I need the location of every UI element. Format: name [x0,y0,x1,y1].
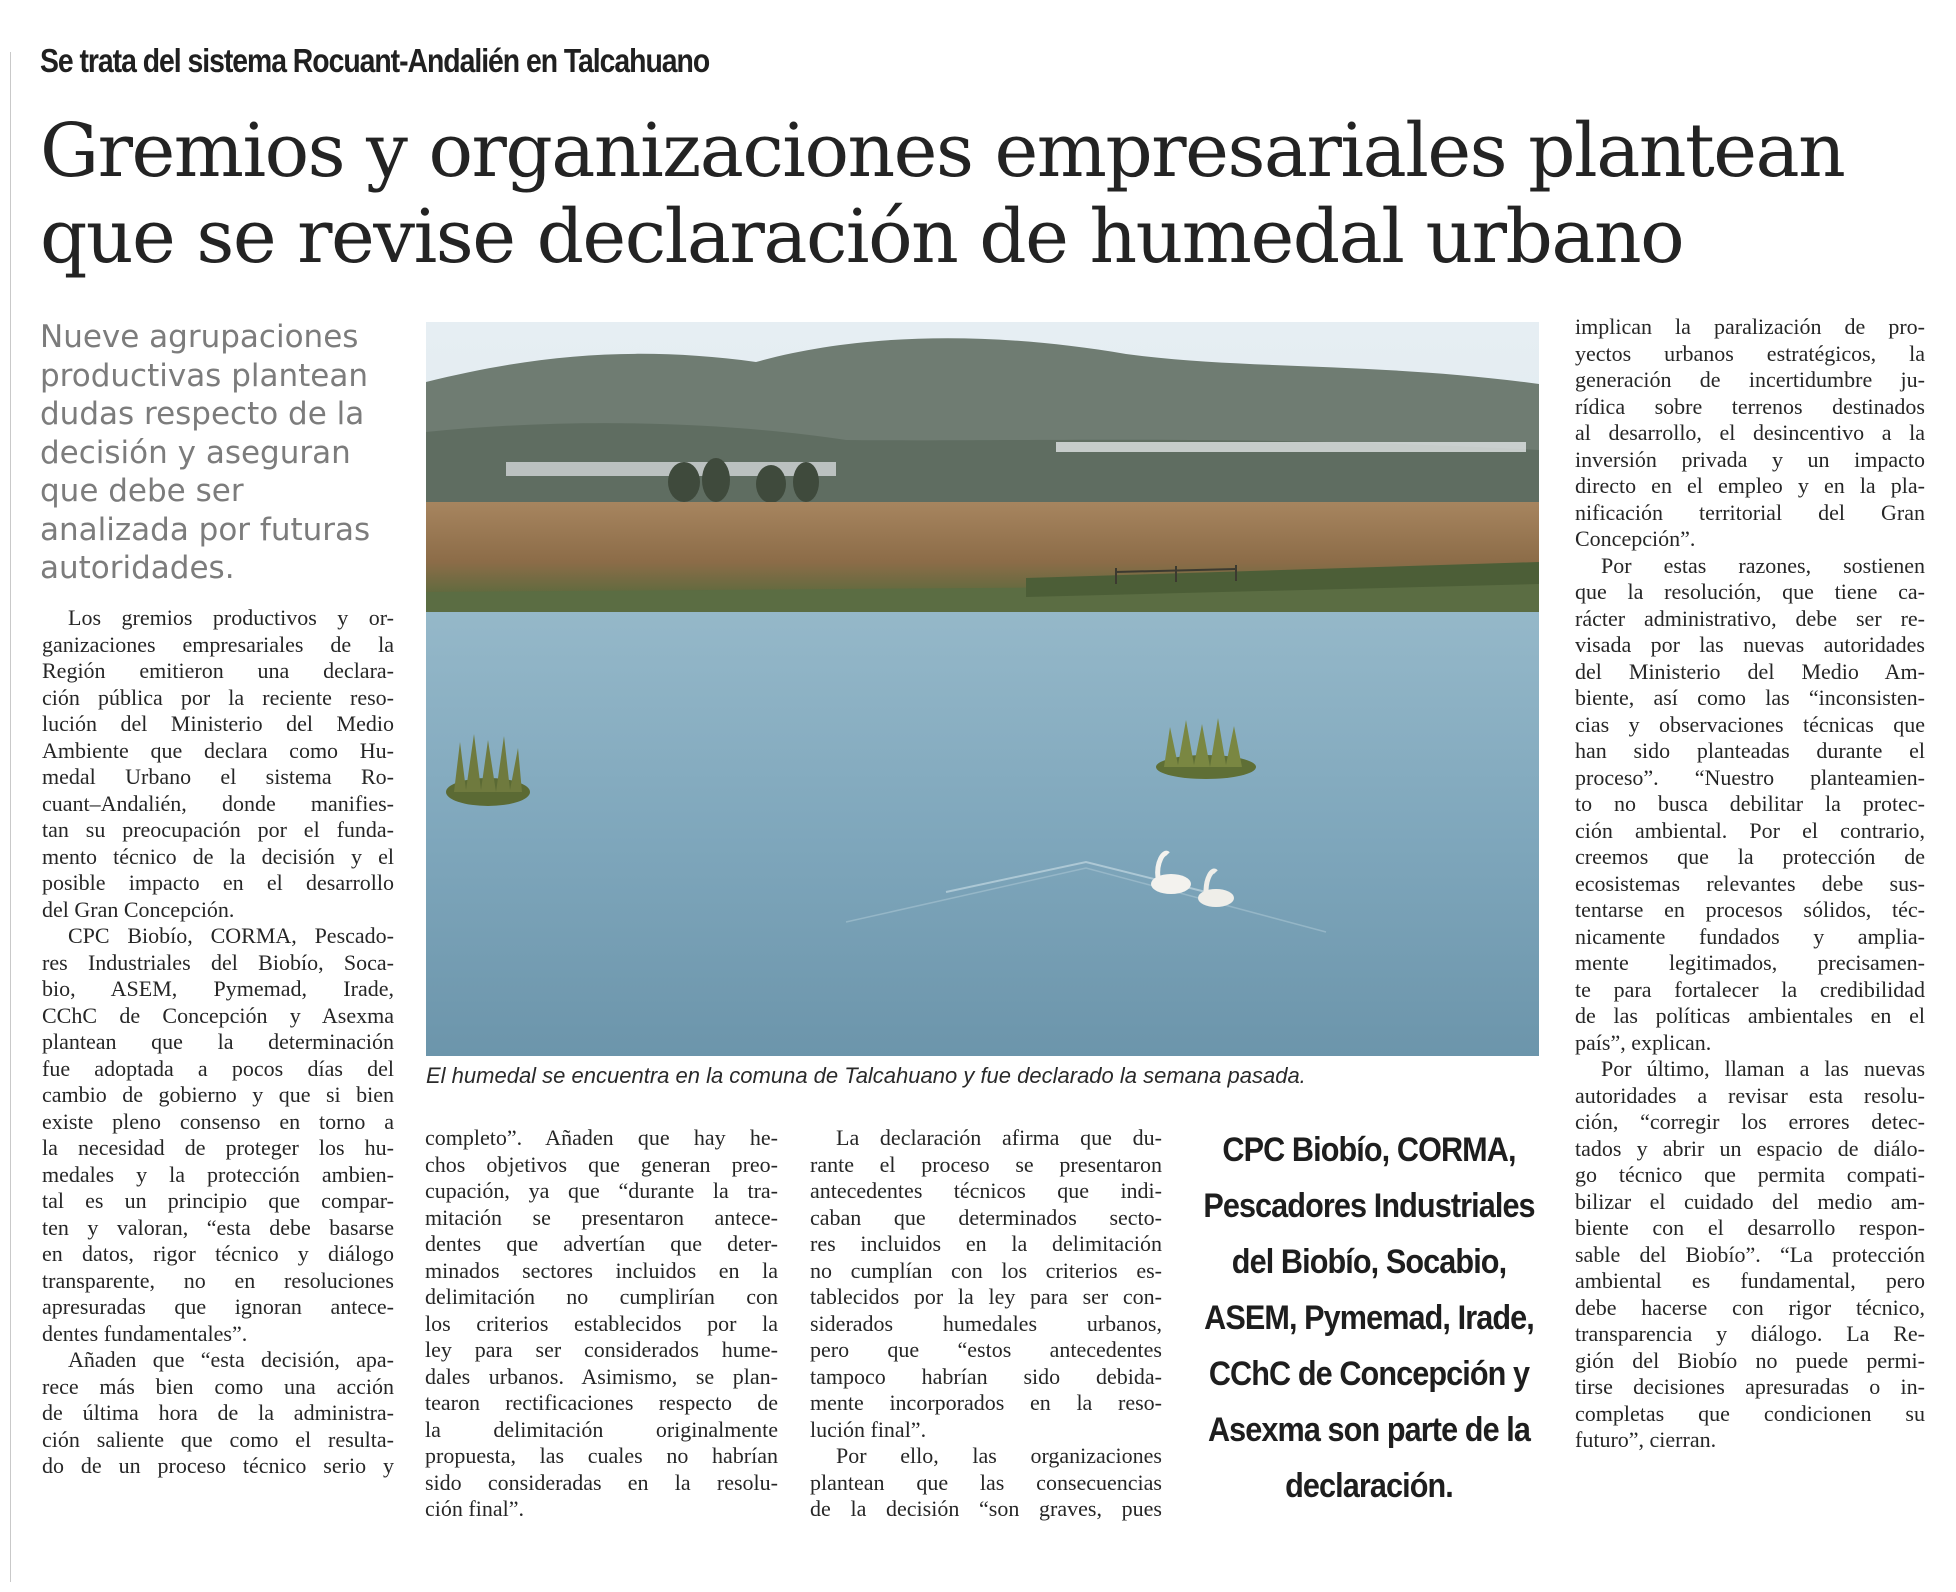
body-line: ten y valoran, “esta debe basarse [42,1214,394,1240]
body-line: tentarse en procesos sólidos, téc- [1575,897,1925,922]
body-line: dentes fundamentales”. [42,1320,248,1346]
body-line: generación de incertidumbre ju- [1575,367,1925,392]
body-line: rácter administrativo, debe ser re- [1575,605,1925,631]
body-line: ción final”. [425,1496,524,1521]
body-line: lución final”. [810,1416,927,1442]
body-line: biente con el desarrollo respon- [1575,1215,1925,1240]
body-line: plantean que la determinación [42,1029,394,1054]
body-line: proceso”. “Nuestro planteamien- [1575,764,1925,790]
body-line: medales y la protección ambien- [42,1161,394,1187]
body-line: ambiental es fundamental, pero [1575,1268,1925,1293]
body-line: bilizar el cuidado del medio am- [1575,1188,1925,1214]
body-line: directo en el empleo y en la pla- [1575,473,1925,498]
headline-line: Gremios y organizaciones empresariales plantean [40,108,1845,194]
body-line: implican la paralización de pro- [1575,314,1925,339]
body-line: cambio de gobierno y que si bien [42,1082,394,1107]
body-line: to no busca debilitar la protec- [1575,791,1925,816]
body-line: cuant–Andalién, donde manifies- [42,790,394,816]
body-line: completas que condicionen su [1575,1400,1925,1426]
body-line: bio, ASEM, Pymemad, Irade, [42,976,394,1001]
body-line: apresuradas que ignoran antece- [42,1294,394,1319]
body-line: han sido planteadas durante el [1575,738,1925,763]
body-column-3 [810,1125,1162,1523]
body-line: Región emitieron una declara- [42,658,394,683]
body-line: la necesidad de proteger los hu- [42,1135,394,1160]
body-line: del Ministerio del Medio Am- [1575,658,1925,684]
body-line: do de un proceso técnico serio y [42,1453,394,1478]
body-line: Por ello, las organizaciones [836,1443,1162,1468]
body-line: Los gremios productivos y or- [68,605,394,630]
body-line: CPC Biobío, CORMA, Pescado- [68,923,394,948]
body-line: rídica sobre terrenos destinados [1575,393,1925,419]
body-line: sido consideradas en la resolu- [425,1469,778,1495]
lead-line: Nueve agrupaciones [40,319,359,355]
body-line: que la resolución, que tiene ca- [1575,579,1925,604]
body-line: Por último, llaman a las nuevas [1601,1056,1925,1081]
body-line: posible impacto en el desarrollo [42,870,394,895]
body-line: tampoco habrían sido debida- [810,1363,1162,1389]
headline [40,108,1940,280]
body-line: ley para ser considerados hume- [425,1337,778,1362]
body-line: existe pleno consenso en torno a [42,1108,394,1134]
body-line: nicamente fundados y amplia- [1575,923,1925,949]
body-line: dales urbanos. Asimismo, se plan- [425,1363,778,1389]
pull-quote-line: declaración. [1285,1467,1453,1505]
body-line: medal Urbano el sistema Ro- [42,764,394,789]
body-line: minados sectores incluidos en la [425,1257,778,1283]
body-line: biente, así como las “inconsisten- [1575,685,1925,710]
body-line: caban que determinados secto- [810,1204,1162,1230]
lead-line: dudas respecto de la [40,396,365,432]
body-line: ción ambiental. Por el contrario, [1575,817,1925,843]
lead-summary [40,318,400,588]
body-line: la delimitación originalmente [425,1416,778,1442]
body-line: ción saliente que como el resulta- [42,1426,394,1452]
body-line: inversión privada y un impacto [1575,446,1925,472]
body-line: autoridades a revisar esta resolu- [1575,1082,1925,1108]
body-line: gión del Biobío no puede permi- [1575,1347,1925,1373]
body-line: plantean que las consecuencias [810,1469,1162,1495]
wetland-photo [426,322,1539,1056]
pull-quote-line: del Biobío, Socabio, [1231,1243,1507,1281]
body-line: lución del Ministerio del Medio [42,711,394,736]
body-line: antecedentes técnicos que indi- [810,1178,1162,1203]
lead-line: decisión y aseguran [40,434,351,471]
body-column-1 [42,605,394,1480]
body-line: propuesta, las cuales no habrían [425,1443,778,1468]
lead-line: productivas plantean [40,357,368,394]
pull-quote-line: Asexma son parte de la [1207,1411,1531,1449]
body-line: país”, explican. [1575,1029,1712,1055]
body-line: de la decisión “son graves, pues [810,1496,1162,1521]
body-column-5 [1575,314,1925,1454]
body-line: tal es un principio que compar- [42,1188,394,1213]
headline-line: que se revise declaración de humedal urbano [40,194,1684,280]
body-line: go técnico que permita compati- [1575,1162,1925,1187]
lead-line: analizada por futuras [40,511,371,548]
body-line: tados y abrir un espacio de diálo- [1575,1135,1925,1161]
photo-caption: El humedal se encuentra en la comuna de Talcahuano y fue declarado la semana pasada. [426,1063,1306,1088]
kicker: Se trata del sistema Rocuant-Andalién en Talcahuano [40,42,710,79]
body-line: siderados humedales urbanos, [810,1310,1162,1336]
body-line: La declaración afirma que du- [836,1125,1162,1150]
body-line: cias y observaciones técnicas que [1575,711,1925,737]
body-line: al desarrollo, el desincentivo a la [1575,420,1925,445]
lead-line: que debe ser [40,473,244,509]
body-line: transparencia y diálogo. La Re- [1575,1321,1925,1346]
body-line: nificación territorial del Gran [1575,499,1925,525]
body-line: delimitación no cumplirían con [425,1284,778,1309]
body-line: ganizaciones empresariales de la [42,631,394,657]
body-line: ción, “corregir los errores detec- [1575,1109,1925,1134]
pull-quote-line: ASEM, Pymemad, Irade, [1204,1299,1534,1337]
body-line: no cumplían con los criterios es- [810,1257,1162,1283]
body-line: tearon rectificaciones respecto de [425,1390,778,1415]
body-line: visada por las nuevas autoridades [1575,632,1925,657]
body-line: tan su preocupación por el funda- [42,817,394,842]
body-line: pero que “estos antecedentes [810,1337,1162,1362]
body-line: de última hora de la administra- [42,1400,394,1425]
body-line: tablecidos por la ley para ser con- [810,1284,1162,1309]
body-line: Ambiente que declara como Hu- [42,737,394,763]
body-line: creemos que la protección de [1575,844,1925,869]
body-line: res incluidos en la delimitación [810,1231,1162,1256]
body-line: Concepción”. [1575,526,1696,551]
body-line: res Industriales del Biobío, Soca- [42,949,394,975]
body-line: sable del Biobío”. “La protección [1575,1241,1925,1267]
body-line: futuro”, cierran. [1575,1427,1717,1452]
body-line: del Gran Concepción. [42,896,235,922]
body-line: mento técnico de la decisión y el [42,843,394,869]
body-line: ción pública por la reciente reso- [42,684,394,710]
body-line: Por estas razones, sostienen [1601,552,1925,578]
body-line: cupación, ya que “durante la tra- [425,1178,778,1203]
body-line: rece más bien como una acción [42,1373,394,1399]
body-line: fue adoptada a pocos días del [42,1055,394,1081]
body-line: mente incorporados en la reso- [810,1390,1162,1415]
body-line: chos objetivos que generan preo- [425,1151,778,1177]
body-line: Añaden que “esta decisión, apa- [68,1347,394,1372]
body-line: transparente, no en resoluciones [42,1267,394,1293]
body-line: CChC de Concepción y Asexma [42,1002,394,1028]
body-line: rante el proceso se presentaron [810,1151,1162,1177]
body-line: mitación se presentaron antece- [425,1204,778,1230]
body-line: te para fortalecer la credibilidad [1575,976,1925,1002]
pull-quote-line: Pescadores Industriales [1203,1187,1535,1225]
body-line: de las políticas ambientales en el [1575,1003,1925,1028]
body-column-2 [425,1125,778,1523]
pull-quote-line: CPC Biobío, CORMA, [1222,1131,1516,1169]
body-line: completo”. Añaden que hay he- [425,1125,778,1150]
pull-quote-line: CChC de Concepción y [1208,1355,1530,1393]
body-line: yectos urbanos estratégicos, la [1575,340,1925,366]
body-line: en datos, rigor técnico y diálogo [42,1241,394,1266]
pull-quote [1180,1122,1558,1514]
page-edge-rule [10,52,11,1582]
body-line: tirse decisiones apresuradas o in- [1575,1374,1925,1399]
body-line: debe hacerse con rigor técnico, [1575,1294,1925,1320]
body-line: mente legitimados, precisamen- [1575,950,1925,975]
body-line: los criterios establecidos por la [425,1310,778,1336]
body-line: dentes que advertían que deter- [425,1231,778,1256]
lead-line: autoridades. [40,550,235,586]
water [426,612,1539,1056]
body-line: ecosistemas relevantes debe sus- [1575,870,1925,896]
